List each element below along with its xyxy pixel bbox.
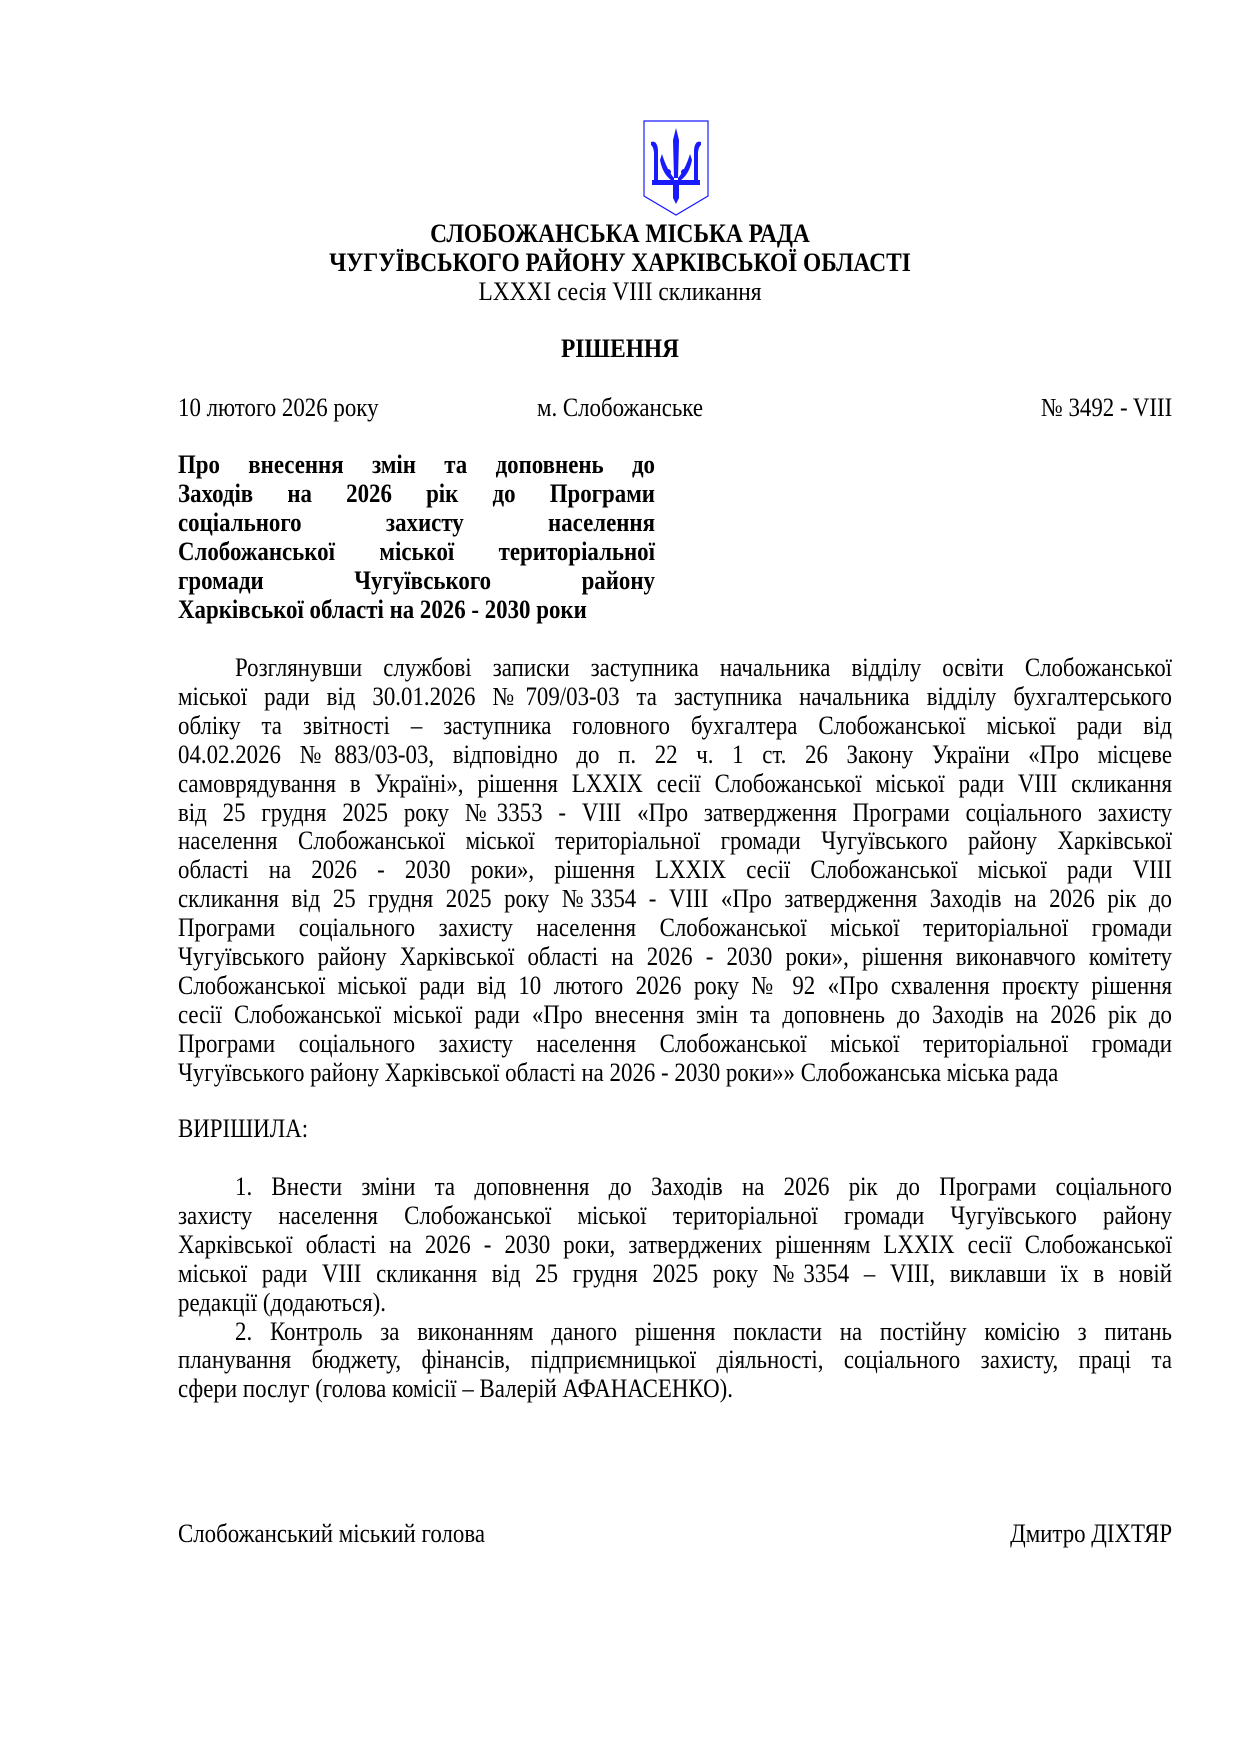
preamble-line: Чугуївського району Харківської області на 2026 - 2030 роки»» Слобожанська міська рада [178,1057,1059,1087]
subject-line: соціального захисту населення [178,507,655,537]
subject-line: Заходів на 2026 рік до Програми [178,478,655,508]
resolved-label: ВИРІШИЛА: [178,1114,309,1143]
decision-date: 10 лютого 2026 року [178,393,379,422]
item-line: міської ради VIII скликання від 25 грудня 2025 року №3354 – VIII, виклавши їх в новій [178,1258,1172,1288]
subject-line: громади Чугуївського району [178,565,655,595]
item-line: редакції (додаються). [178,1287,386,1317]
preamble-line: обліку та звітності – заступника головного бухгалтера Слобожанської міської ради від [178,710,1172,740]
session-info: LXXXI сесія VIII скликання [478,277,762,306]
preamble-line: Програми соціального захисту населення Слобожанської міської територіальної громади [178,913,1172,943]
preamble-line: Слобожанської міської ради від 10 лютого 2026 року № 92 «Про схвалення проєкту рішення [178,970,1172,1000]
preamble-line: самоврядування в Україні», рішення LXXIX сесії Слобожанської міської ради VIII скликання [178,768,1172,798]
item-line: Харківської області на 2026 - 2030 роки, затверджених рішенням LXXIX сесії Слобожанської [178,1229,1172,1259]
preamble-line: Програми соціального захисту населення Слобожанської міської територіальної громади [178,1028,1172,1058]
preamble-line: області на 2026 - 2030 роки», рішення LXXIX сесії Слобожанської міської ради VIII [178,855,1172,885]
council-district: ЧУГУЇВСЬКОГО РАЙОНУ ХАРКІВСЬКОЇ ОБЛАСТІ [329,248,911,277]
preamble-line: від 25 грудня 2025 року №3353 - VIII «Про затвердження Програми соціального захисту [178,797,1172,827]
subject-line: Про внесення змін та доповнень до [178,450,655,479]
preamble-line: населення Слобожанської міської територіальної громади Чугуївського району Харківської [178,826,1172,856]
preamble-line: сесії Слобожанської міської ради «Про внесення змін та доповнень до Заходів на 2026 рік до [178,999,1172,1029]
signature-name: Дмитро ДІХТЯР [1009,1519,1172,1548]
preamble-line: Розглянувши службові записки заступника начальника відділу освіти Слобожанської [235,653,1172,682]
subject-line: Харківської області на 2026 - 2030 роки [178,594,587,624]
preamble-line: міської ради від 30.01.2026 №709/03-03 та заступника начальника відділу бухгалтерського [178,681,1172,711]
item-line: планування бюджету, фінансів, підприємницької діяльності, соціального захисту, праці та [178,1345,1172,1375]
preamble-line: 04.02.2026 №883/03-03, відповідно до п. 22 ч. 1 ст. 26 Закону України «Про місцеве [178,739,1172,769]
ukraine-coat-of-arms-icon [643,120,709,216]
subject-line: Слобожанської міської територіальної [178,536,655,566]
signature-position: Слобожанський міський голова [178,1519,485,1548]
document-type-title: РІШЕННЯ [560,334,680,363]
item-line: 1. Внести зміни та доповнення до Заходів на 2026 рік до Програми соціального [235,1172,1172,1201]
preamble-line: Чугуївського району Харківської області на 2026 - 2030 роки», рішення виконавчого комітету [178,942,1172,971]
council-name: СЛОБОЖАНСЬКА МІСЬКА РАДА [430,219,810,248]
decision-number: № 3492 - VIII [1040,393,1172,422]
decision-place: м. Слобожанське [536,393,704,422]
item-line: 2. Контроль за виконанням даного рішення покласти на постійну комісію з питань [235,1316,1172,1346]
preamble-line: скликання від 25 грудня 2025 року №3354 - VIII «Про затвердження Заходів на 2026 рік до [178,884,1172,914]
item-line: сфери послуг (голова комісії – Валерій АФАНАСЕНКО). [178,1374,733,1404]
item-line: захисту населення Слобожанської міської територіальної громади Чугуївського району [178,1200,1172,1230]
